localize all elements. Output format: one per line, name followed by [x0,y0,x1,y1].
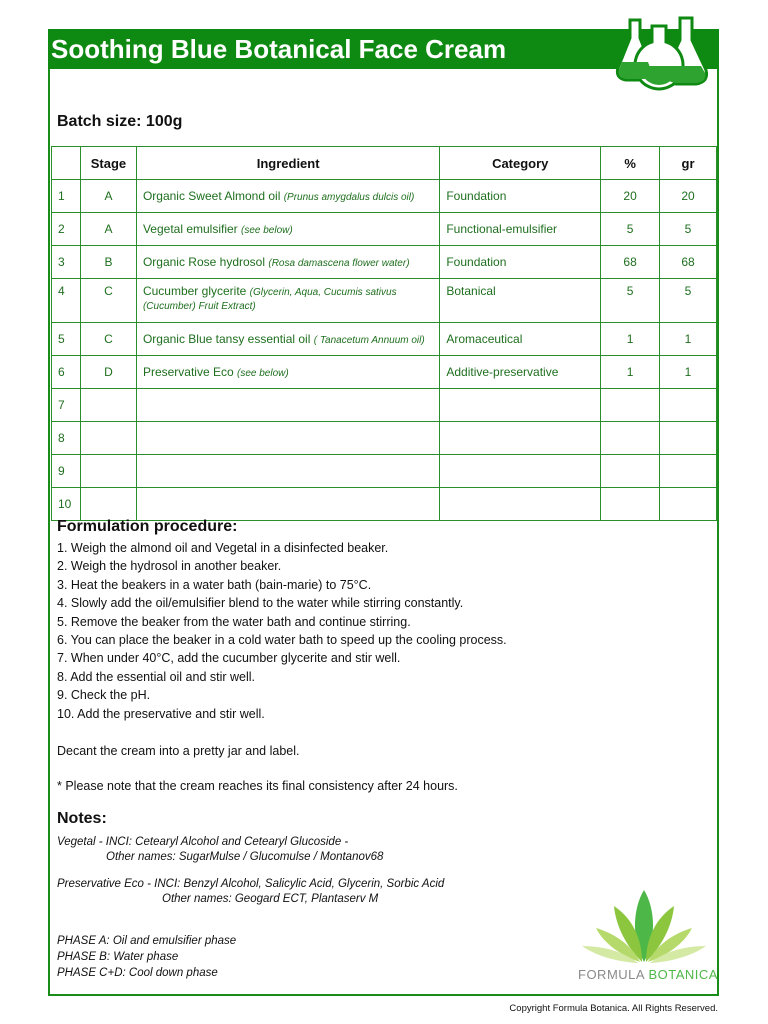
grams-cell: 5 [660,279,717,323]
row-number: 2 [52,213,81,246]
grams-cell [660,422,717,455]
ingredients-table [51,146,717,521]
row-number: 4 [52,279,81,323]
stage-cell [80,389,136,422]
row-number: 6 [52,356,81,389]
logo-text [578,967,718,982]
ingredient-cell [136,323,439,356]
percent-cell [601,389,660,422]
ingredient-name: Organic Rose hydrosol [142,255,266,269]
column-header [52,147,81,180]
phase-a: PHASE A: Oil and emulsifier phase [57,935,237,947]
grams-cell: 1 [660,356,717,389]
percent-cell: 5 [601,213,660,246]
stage-cell: A [80,180,136,213]
row-number: 3 [52,246,81,279]
procedure-step: 10. Add the preservative and stir well. [57,706,265,721]
preservative-inci: Preservative Eco - INCI: Benzyl Alcohol, Salicylic Acid, Glycerin, Sorbic Acid [57,878,445,890]
table-row [52,356,717,389]
percent-cell [601,422,660,455]
phase-cd: PHASE C+D: Cool down phase [57,967,218,979]
category-cell [440,488,601,521]
row-number: 5 [52,323,81,356]
ingredient-latin: (see below) [237,368,289,379]
ingredient-latin: (Prunus amygdalus dulcis oil) [283,192,415,203]
procedure-step: 4. Slowly add the oil/emulsifier blend to the water while stirring constantly. [57,596,464,611]
ingredient-cell [136,180,439,213]
table-row [52,180,717,213]
category-cell: Foundation [440,180,601,213]
row-number: 8 [52,422,81,455]
procedure-step: 3. Heat the beakers in a water bath (bain-marie) to 75°C. [57,577,372,592]
row-number: 7 [52,389,81,422]
row-number: 10 [52,488,81,521]
stage-cell: A [80,213,136,246]
column-header: Stage [80,147,136,180]
ingredient-latin: ( Tanacetum Annuum oil) [313,335,425,346]
category-cell: Aromaceutical [440,323,601,356]
procedure-steps [57,539,507,723]
grams-cell [660,389,717,422]
ingredient-name: Organic Blue tansy essential oil [142,332,311,346]
column-header: Category [440,147,601,180]
copyright: Copyright Formula Botanica. All Rights Reserved. [509,1003,718,1014]
flasks-icon [612,14,716,96]
table-row [52,455,717,488]
ingredient-cell [136,246,439,279]
procedure-step: 6. You can place the beaker in a cold water bath to speed up the cooling process. [57,633,507,648]
table-row [52,279,717,323]
stage-cell [80,455,136,488]
procedure-heading: Formulation procedure: [57,518,238,535]
grams-cell: 20 [660,180,717,213]
procedure-step: 7. When under 40°C, add the cucumber glycerite and stir well. [57,651,401,666]
ingredient-cell [136,422,439,455]
ingredient-latin: (Glycerin, Aqua, Cucumis sativus (Cucumber) Fruit Extract) [142,287,397,312]
grams-cell [660,488,717,521]
ingredient-cell [136,279,439,323]
page-title: Soothing Blue Botanical Face Cream [51,34,507,64]
column-header: gr [660,147,717,180]
ingredient-cell [136,488,439,521]
percent-cell: 1 [601,356,660,389]
ingredient-name: Organic Sweet Almond oil [142,189,281,203]
category-cell: Foundation [440,246,601,279]
logo-word-formula: FORMULA [578,967,645,982]
ingredient-name: Cucumber glycerite [142,284,247,298]
column-header: Ingredient [136,147,439,180]
table-row [52,246,717,279]
vegetal-inci: Vegetal - INCI: Cetearyl Alcohol and Cetearyl Glucoside - [57,836,349,848]
procedure-step: 2. Weigh the hydrosol in another beaker. [57,559,282,574]
consistency-note: * Please note that the cream reaches its final consistency after 24 hours. [57,779,458,793]
ingredient-cell [136,213,439,246]
row-number: 9 [52,455,81,488]
procedure-step: 8. Add the essential oil and stir well. [57,669,256,684]
category-cell: Functional-emulsifier [440,213,601,246]
table-row [52,488,717,521]
ingredient-name: Preservative Eco [142,365,234,379]
category-cell [440,422,601,455]
notes-heading: Notes: [57,810,107,827]
category-cell: Botanical [440,279,601,323]
grams-cell [660,455,717,488]
leaves-icon [574,888,714,966]
phase-b: PHASE B: Water phase [57,951,179,963]
percent-cell: 5 [601,279,660,323]
stage-cell: C [80,279,136,323]
percent-cell: 1 [601,323,660,356]
preservative-other-names: Other names: Geogard ECT, Plantaserv M [162,893,379,905]
grams-cell: 68 [660,246,717,279]
stage-cell: D [80,356,136,389]
procedure-step: 9. Check the pH. [57,688,151,703]
table-header-row [52,147,717,180]
table-row [52,323,717,356]
ingredient-latin: (Rosa damascena flower water) [268,258,410,269]
logo-word-botanica: BOTANICA [648,967,718,982]
ingredient-cell [136,455,439,488]
stage-cell [80,488,136,521]
column-header: % [601,147,660,180]
formula-botanica-logo [574,888,718,984]
percent-cell [601,455,660,488]
percent-cell: 68 [601,246,660,279]
table-row [52,213,717,246]
percent-cell: 20 [601,180,660,213]
batch-size: Batch size: 100g [57,113,183,130]
category-cell [440,389,601,422]
table-row [52,389,717,422]
procedure-step: 1. Weigh the almond oil and Vegetal in a disinfected beaker. [57,541,389,555]
ingredient-cell [136,389,439,422]
stage-cell [80,422,136,455]
ingredient-name: Vegetal emulsifier [142,222,238,236]
grams-cell: 1 [660,323,717,356]
ingredient-cell [136,356,439,389]
stage-cell: C [80,323,136,356]
procedure-step: 5. Remove the beaker from the water bath and continue stirring. [57,614,411,629]
ingredient-latin: (see below) [241,225,293,236]
table-row [52,422,717,455]
grams-cell: 5 [660,213,717,246]
category-cell [440,455,601,488]
category-cell: Additive-preservative [440,356,601,389]
decant-text: Decant the cream into a pretty jar and label. [57,744,300,758]
stage-cell: B [80,246,136,279]
percent-cell [601,488,660,521]
vegetal-other-names: Other names: SugarMulse / Glucomulse / Montanov68 [106,851,384,863]
row-number: 1 [52,180,81,213]
